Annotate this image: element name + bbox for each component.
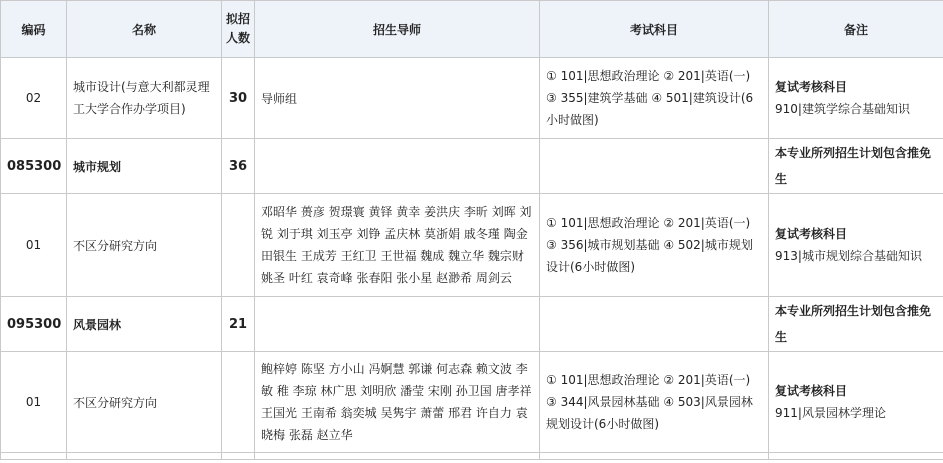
notes-body: 913|城市规划综合基础知识 (775, 249, 922, 263)
notes-title: 复试考核科目 (775, 384, 848, 398)
row-advisors: 导师组 (255, 58, 540, 139)
row-count (222, 194, 255, 297)
row-name: 城市规划 (67, 139, 222, 194)
row-name: 不区分研究方向 (67, 194, 222, 297)
notes-body: 910|建筑学综合基础知识 (775, 102, 910, 116)
table-row (1, 58, 943, 139)
row-advisors: 鲍梓婷 陈坚 方小山 冯婀慧 郭谦 何志森 赖文波 李敏 稚 李琼 林广思 刘明欣 潘莹 宋刚 孙卫国 唐孝祥 王国光 王南希 翁奕城 吴隽宇 萧蕾 邢君 许自力 袁晓梅 张磊 赵立华 (255, 352, 540, 453)
empty-cell (222, 453, 255, 460)
row-code: 02 (1, 58, 67, 139)
empty-cell (769, 453, 943, 460)
col-count-header-line2: 人数 (225, 31, 250, 45)
col-advisors-header: 招生导师 (255, 1, 540, 58)
row-subjects (540, 139, 769, 194)
table-row (1, 194, 943, 297)
row-subjects: ① 101|思想政治理论 ② 201|英语(一) ③ 344|风景园林基础 ④ 503|风景园林规划设计(6小时做图) (540, 352, 769, 453)
empty-cell (540, 453, 769, 460)
table-row (1, 352, 943, 453)
header-row (1, 1, 943, 58)
row-count: 21 (222, 297, 255, 352)
table-row-partial (1, 453, 943, 460)
table-row (1, 297, 943, 352)
row-notes (769, 58, 943, 139)
empty-cell (255, 453, 540, 460)
col-notes-header: 备注 (769, 1, 943, 58)
row-count (222, 352, 255, 453)
row-advisors (255, 139, 540, 194)
row-subjects: ① 101|思想政治理论 ② 201|英语(一) ③ 355|建筑学基础 ④ 501|建筑设计(6小时做图) (540, 58, 769, 139)
col-subjects-header: 考试科目 (540, 1, 769, 58)
notes-title: 复试考核科目 (775, 80, 848, 94)
col-code-header: 编码 (1, 1, 67, 58)
row-name: 风景园林 (67, 297, 222, 352)
col-count-header (222, 1, 255, 58)
row-name: 城市设计(与意大利都灵理工大学合作办学项目) (67, 58, 222, 139)
notes-body: 911|风景园林学理论 (775, 406, 886, 420)
row-subjects (540, 297, 769, 352)
row-notes (769, 352, 943, 453)
notes-title: 复试考核科目 (775, 227, 848, 241)
row-code: 01 (1, 194, 67, 297)
row-advisors (255, 297, 540, 352)
row-name: 不区分研究方向 (67, 352, 222, 453)
row-code: 095300 (1, 297, 67, 352)
col-count-header-line1: 拟招 (225, 12, 250, 26)
row-code: 01 (1, 352, 67, 453)
col-name-header: 名称 (67, 1, 222, 58)
row-count: 30 (222, 58, 255, 139)
row-advisors: 邓昭华 蒉彦 贺璟寰 黄铎 黄幸 姜洪庆 李昕 刘晖 刘锐 刘于琪 刘玉亭 刘铮 孟庆林 莫浙娟 戚冬瑾 陶金 田银生 王成芳 王红卫 王世福 魏成 魏立华 魏宗财 姚圣 叶红 袁奇峰 张春阳 张小星 赵渺希 周剑云 (255, 194, 540, 297)
row-notes: 本专业所列招生计划包含推免生 (769, 139, 943, 194)
row-subjects: ① 101|思想政治理论 ② 201|英语(一) ③ 356|城市规划基础 ④ 502|城市规划设计(6小时做图) (540, 194, 769, 297)
row-count: 36 (222, 139, 255, 194)
row-code: 085300 (1, 139, 67, 194)
table-row (1, 139, 943, 194)
row-notes: 本专业所列招生计划包含推免生 (769, 297, 943, 352)
row-notes (769, 194, 943, 297)
empty-cell (67, 453, 222, 460)
empty-cell (1, 453, 67, 460)
